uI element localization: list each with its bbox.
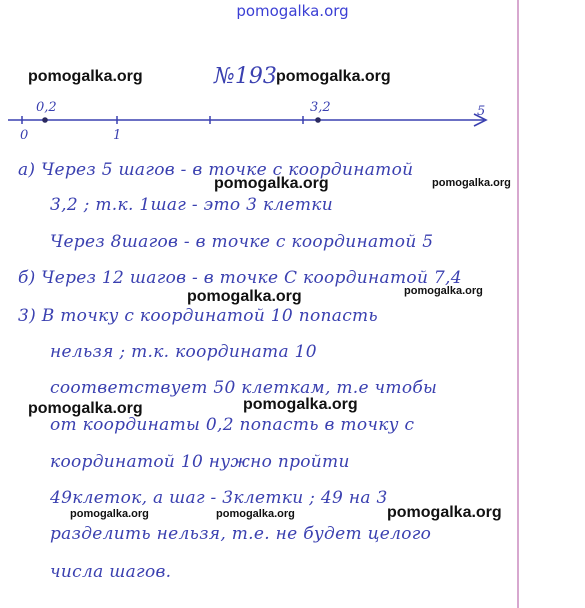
line-12: числа шагов. <box>50 562 172 582</box>
point-3-2 <box>315 117 321 123</box>
line-3: Через 8шагов - в точке с координатой 5 <box>50 232 434 252</box>
line-9: координатой 10 нужно пройти <box>50 452 350 472</box>
line-8: от координаты 0,2 попасть в точку с <box>50 415 415 435</box>
watermark: pomogalka.org <box>187 288 302 305</box>
watermark: pomogalka.org <box>70 508 149 520</box>
label-1: 1 <box>113 128 122 143</box>
watermark: pomogalka.org <box>387 504 502 521</box>
label-5: 5 <box>477 104 486 119</box>
line-1: а) Через 5 шагов - в точке с координатой <box>18 160 414 180</box>
watermark: pomogalka.org <box>243 396 358 413</box>
watermark: pomogalka.org <box>28 400 143 417</box>
line-11: разделить нельзя, т.е. не будет целого <box>50 524 432 544</box>
site-header[interactable]: pomogalka.org <box>236 2 349 20</box>
label-3-2: 3,2 <box>310 100 331 115</box>
line-2: 3,2 ; т.к. 1шаг - это 3 клетки <box>50 195 334 215</box>
line-4: б) Через 12 шагов - в точке С координатой 7,4 <box>18 268 462 288</box>
label-0: 0 <box>20 128 29 143</box>
page-edge <box>517 0 519 608</box>
watermark: pomogalka.org <box>432 177 511 189</box>
watermark: pomogalka.org <box>28 68 143 85</box>
line-6: нельзя ; т.к. координата 10 <box>50 342 317 362</box>
problem-number: №193 <box>214 64 277 89</box>
watermark: pomogalka.org <box>276 68 391 85</box>
number-line <box>0 95 515 145</box>
watermark: pomogalka.org <box>214 175 329 192</box>
line-5: 3) В точку с координатой 10 попасть <box>18 306 378 326</box>
line-7: соответствует 50 клеткам, т.е чтобы <box>50 378 438 398</box>
watermark: pomogalka.org <box>216 508 295 520</box>
watermark: pomogalka.org <box>404 285 483 297</box>
line-10: 49клеток, а шаг - 3клетки ; 49 на 3 <box>50 488 388 508</box>
point-0-2 <box>42 117 48 123</box>
label-0-2: 0,2 <box>36 100 57 115</box>
